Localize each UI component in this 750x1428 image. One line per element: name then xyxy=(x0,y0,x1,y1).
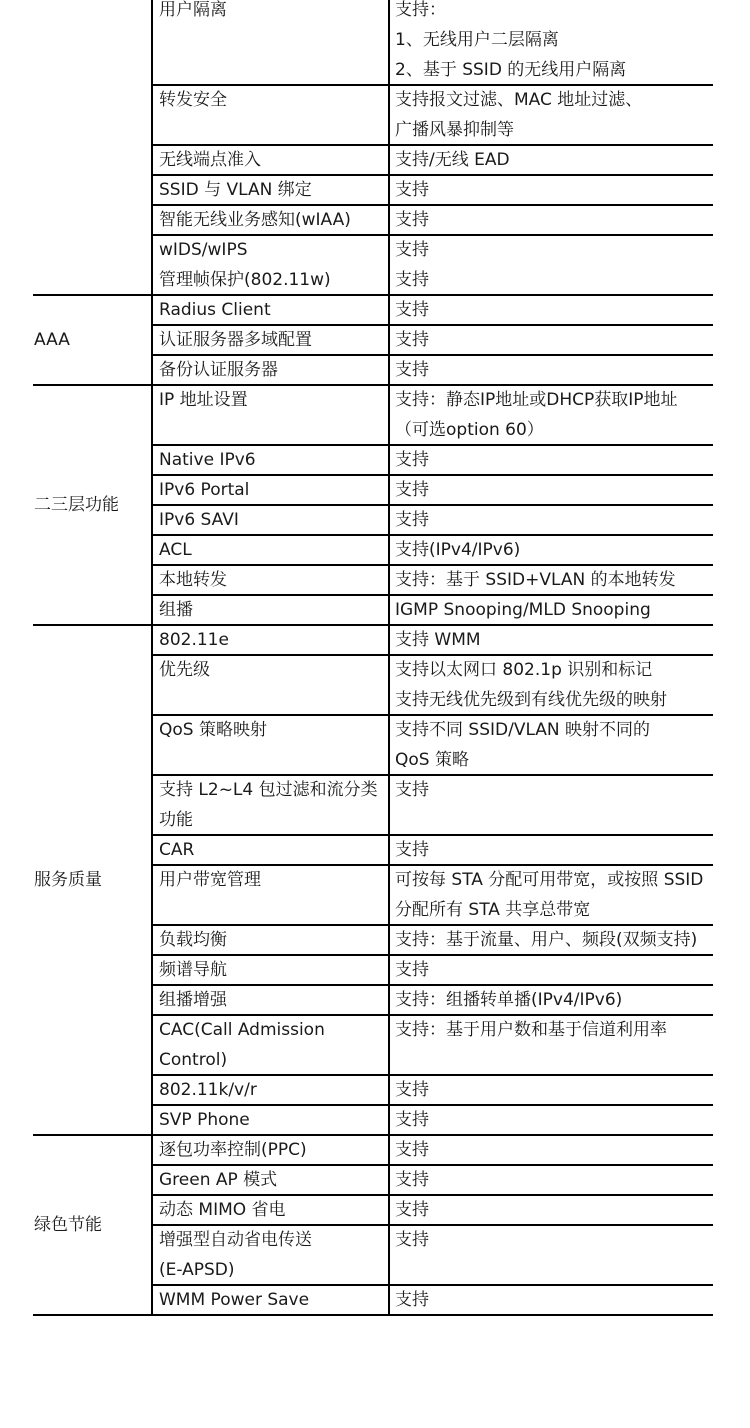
support-value: （可选option 60） xyxy=(395,420,544,440)
support-value: 支持 xyxy=(395,1290,429,1310)
section-divider xyxy=(33,1134,713,1136)
feature-label: 用户隔离 xyxy=(159,0,227,20)
support-value: 支持/无线 EAD xyxy=(395,150,510,170)
feature-label: 优先级 xyxy=(159,660,210,680)
support-value: 支持 xyxy=(395,300,429,320)
section-divider xyxy=(33,624,713,626)
feature-label: 无线端点准入 xyxy=(159,150,261,170)
support-value: 支持 xyxy=(395,180,429,200)
support-value: 支持 WMM xyxy=(395,630,481,650)
section-divider xyxy=(33,1314,713,1316)
support-value: 支持 xyxy=(395,840,429,860)
support-value: 广播风暴抑制等 xyxy=(395,120,514,140)
column-divider-2 xyxy=(388,0,390,1315)
support-value: 支持：基于 SSID+VLAN 的本地转发 xyxy=(395,570,676,590)
feature-label: CAC(Call Admission xyxy=(159,1020,325,1040)
feature-label: 逐包功率控制(PPC) xyxy=(159,1140,307,1160)
feature-label: Native IPv6 xyxy=(159,450,256,470)
support-value: IGMP Snooping/MLD Snooping xyxy=(395,600,651,620)
feature-label: 组播 xyxy=(159,600,193,620)
feature-label: 增强型自动省电传送 xyxy=(159,1230,312,1250)
feature-label: Green AP 模式 xyxy=(159,1170,278,1190)
feature-label: 转发安全 xyxy=(159,90,227,110)
support-value: 支持(IPv4/IPv6) xyxy=(395,540,521,560)
feature-label: WMM Power Save xyxy=(159,1290,310,1310)
support-value: 支持以太网口 802.1p 识别和标记 xyxy=(395,660,653,680)
support-value: 支持 xyxy=(395,1110,429,1130)
section-divider xyxy=(33,294,713,296)
feature-label: (E-APSD) xyxy=(159,1260,235,1280)
support-value: 支持 xyxy=(395,270,429,290)
support-value: 支持无线优先级到有线优先级的映射 xyxy=(395,690,667,710)
support-value: 支持：基于用户数和基于信道利用率 xyxy=(395,1020,667,1040)
support-value: 支持 xyxy=(395,960,429,980)
support-value: 支持 xyxy=(395,480,429,500)
feature-label: wIDS/wIPS xyxy=(159,240,248,260)
feature-label: 功能 xyxy=(159,810,193,830)
support-value: 支持 xyxy=(395,780,429,800)
support-value: 支持报文过滤、MAC 地址过滤、 xyxy=(395,90,643,110)
support-value: 支持 xyxy=(395,1170,429,1190)
feature-label: SSID 与 VLAN 绑定 xyxy=(159,180,312,200)
support-value: 支持 xyxy=(395,1080,429,1100)
support-value: 支持 xyxy=(395,240,429,260)
feature-label: Control) xyxy=(159,1050,228,1070)
feature-label: 用户带宽管理 xyxy=(159,870,261,890)
support-value: 分配所有 STA 共享总带宽 xyxy=(395,900,591,920)
feature-label: Radius Client xyxy=(159,300,271,320)
feature-label: SVP Phone xyxy=(159,1110,250,1130)
feature-label: IP 地址设置 xyxy=(159,390,248,410)
category-label: 二三层功能 xyxy=(34,495,119,515)
feature-label: ACL xyxy=(159,540,192,560)
feature-label: CAR xyxy=(159,840,195,860)
feature-label: 支持 L2~L4 包过滤和流分类 xyxy=(159,780,378,800)
feature-label: IPv6 SAVI xyxy=(159,510,239,530)
feature-label: 频谱导航 xyxy=(159,960,227,980)
support-value: 1、无线用户二层隔离 xyxy=(395,30,559,50)
support-value: 支持 xyxy=(395,1230,429,1250)
feature-label: QoS 策略映射 xyxy=(159,720,267,740)
support-value: 支持不同 SSID/VLAN 映射不同的 xyxy=(395,720,651,740)
support-value: 支持 xyxy=(395,360,429,380)
support-value: 支持 xyxy=(395,450,429,470)
support-value: 支持：组播转单播(IPv4/IPv6) xyxy=(395,990,623,1010)
support-value: 可按每 STA 分配可用带宽，或按照 SSID xyxy=(395,870,704,890)
category-label: 服务质量 xyxy=(34,870,102,890)
support-value: 支持：基于流量、用户、频段(双频支持) xyxy=(395,930,698,950)
feature-label: 智能无线业务感知(wIAA) xyxy=(159,210,351,230)
support-value: 支持 xyxy=(395,510,429,530)
feature-label: 负载均衡 xyxy=(159,930,227,950)
column-divider-1 xyxy=(151,0,153,1315)
feature-label: IPv6 Portal xyxy=(159,480,250,500)
support-value: 支持： xyxy=(395,0,446,20)
support-value: 支持 xyxy=(395,1200,429,1220)
feature-label: 本地转发 xyxy=(159,570,227,590)
feature-label: 动态 MIMO 省电 xyxy=(159,1200,286,1220)
support-value: 支持 xyxy=(395,1140,429,1160)
feature-label: 备份认证服务器 xyxy=(159,360,278,380)
category-label: AAA xyxy=(34,330,70,350)
support-value: QoS 策略 xyxy=(395,750,469,770)
support-value: 支持 xyxy=(395,330,429,350)
feature-label: 802.11e xyxy=(159,630,229,650)
support-value: 支持：静态IP地址或DHCP获取IP地址 xyxy=(395,390,678,410)
row-divider xyxy=(152,834,713,836)
feature-label: 组播增强 xyxy=(159,990,227,1010)
feature-label: 802.11k/v/r xyxy=(159,1080,257,1100)
row-divider xyxy=(152,954,713,956)
support-value: 支持 xyxy=(395,210,429,230)
support-value: 2、基于 SSID 的无线用户隔离 xyxy=(395,60,627,80)
category-label: 绿色节能 xyxy=(34,1215,102,1235)
feature-label: 认证服务器多域配置 xyxy=(159,330,312,350)
feature-label: 管理帧保护(802.11w) xyxy=(159,270,331,290)
